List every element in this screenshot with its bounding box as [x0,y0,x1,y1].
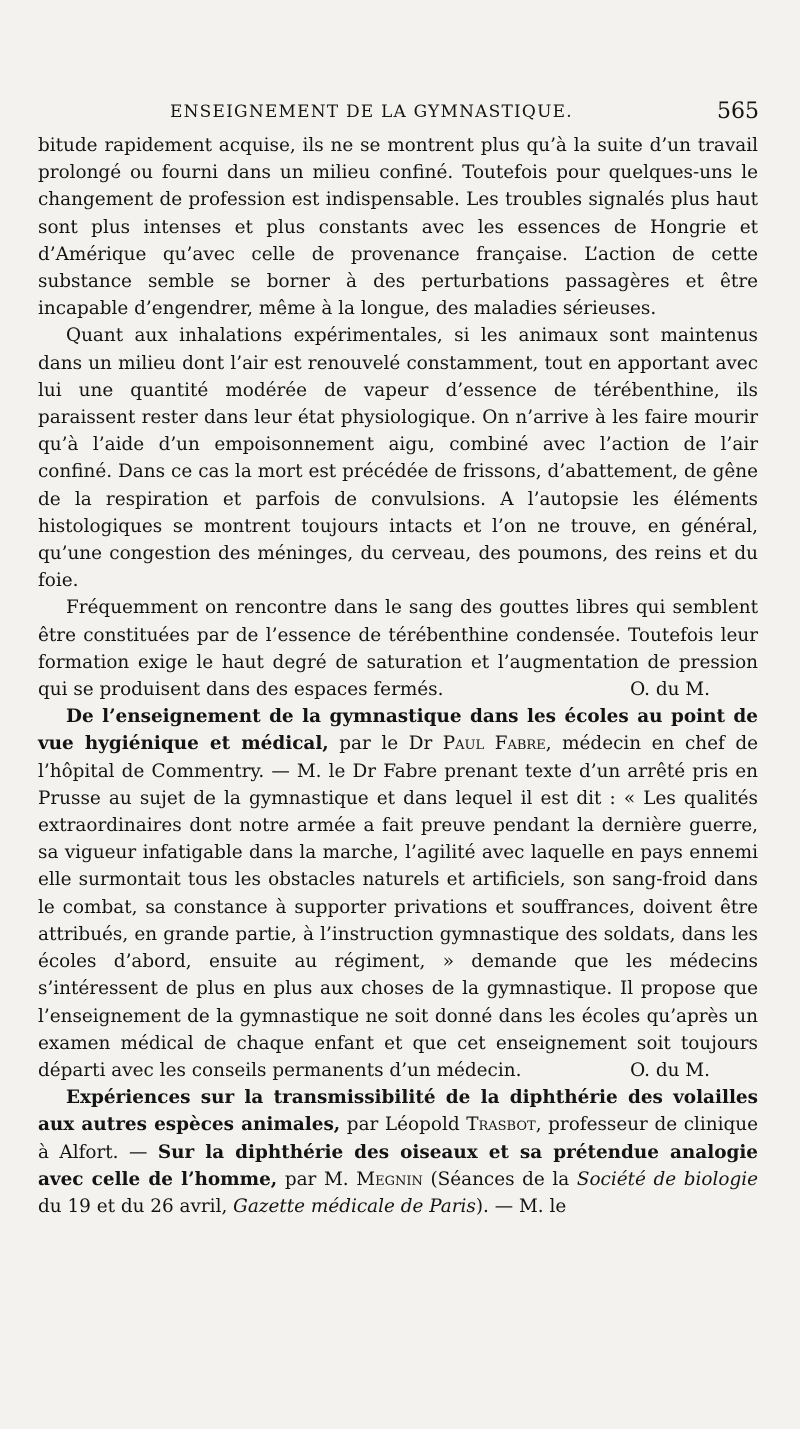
signature: O. du M. [630,679,710,701]
paragraph-diphtheria-review: Expériences sur la transmissibilité de la diphthérie des volailles aux autres espèces animales, par Léopold Trasbot, professeur de clinique à Alfort. — Sur la diphthérie des oiseaux et sa prétendue analogie avec celle de l’homme, par M. Megnin (Séances de la Société de biologie du 19 et du 26 avril, Gazette médicale de Paris). — M. le [38,1087,759,1217]
paragraph-blood-droplets: Fréquemment on rencontre dans le sang des gouttes libres qui semblent être constituées par de l’essence de térébenthine condensée. Toutefois leur formation exige le haut degré de saturation et l’augmentation de pression qui se produisent dans des espaces fermés. O. du M. [38,594,758,703]
paragraph-gymnastics-review: De l’enseignement de la gymnastique dans les écoles au point de vue hygiénique et médical, par le Dr Paul Fabre, médecin en chef de l’hôpital de Commentry. — M. le Dr Fabre prenant texte d’un arrêté pris en Prusse au sujet de la gymnastique et dans lequel il est dit : « Les qualités extraordinaires dont notre armée a fait preuve pendant la dernière guerre, sa vigueur infatigable dans la marche, l’agilité avec laquelle en pays ennemi elle surmontait tous les obstacles naturels et artificiels, son sang-froid dans le combat, sa constance à supporter privations et souffrances, doivent être attribués, en grande partie, à l’instruction gymnastique des soldats, dans les écoles d’abord, ensuite au régiment, » demande que les médecins s’intéressent de plus en plus aux choses de la gymnastique. Il propose que l’enseignement de la gymnastique ne soit donné dans les écoles qu’après un examen médical de chaque enfant et que cet enseignement soit toujours départi avec les conseils permanents d’un médecin. O. du M. [38,703,758,1084]
paragraph-continuation: bitude rapidement acquise, ils ne se montrent plus qu’à la suite d’un travail prolongé ou fourni dans un milieu confiné. Toutefois pour quelques-uns le changement de profession est indispensable. Les troubles signalés plus haut sont plus intenses et plus constants avec les essences de Hongrie et d’Amérique qu’avec celle de provenance française. L’action de cette substance semble se borner à des perturbations passagères et être incapable d’engendrer, même à la longue, des maladies sérieuses. [38,135,758,320]
running-title: ENSEIGNEMENT DE LA GYMNASTIQUE. [170,102,573,122]
page-number: 565 [717,99,759,124]
author-name: Paul Fabre [442,733,546,755]
page [38,98,758,1220]
signature: O. du M. [630,1059,710,1081]
author-name: Trasbot [466,1114,536,1136]
paragraph-inhalations: Quant aux inhalations expérimentales, si les animaux sont maintenus dans un milieu dont l’air est renouvelé constamment, tout en apportant avec lui une quantité modérée de vapeur d’essence de térébenthine, ils paraissent rester dans leur état physiologique. On n’arrive à les faire mourir qu’à l’aide d’un empoisonnement aigu, combiné avec l’action de l’air confiné. Dans ce cas la mort est précédée de frissons, d’abattement, de gêne de la respiration et parfois de convulsions. A l’autopsie les éléments histologiques se montrent toujours intacts et l’on ne trouve, en général, qu’une congestion des méninges, du cerveau, des poumons, des reins et du foie. [38,325,758,592]
article-body [38,132,758,1220]
article-title: Sur la diphthérie des oiseaux et sa prétendue analogie avec celle de l’homme, [38,1141,759,1190]
author-name: Megnin [356,1168,423,1190]
article-title: Expériences sur la transmissibilité de la diphthérie des volailles aux autres espèces animales, [38,1087,758,1136]
journal-title: Société de biologie [576,1168,759,1190]
article-title: De l’enseignement de la gymnastique dans les écoles au point de vue hygiénique et médical, [38,706,758,755]
running-header [38,98,758,132]
journal-title: Gazette médicale de Paris [233,1195,476,1217]
